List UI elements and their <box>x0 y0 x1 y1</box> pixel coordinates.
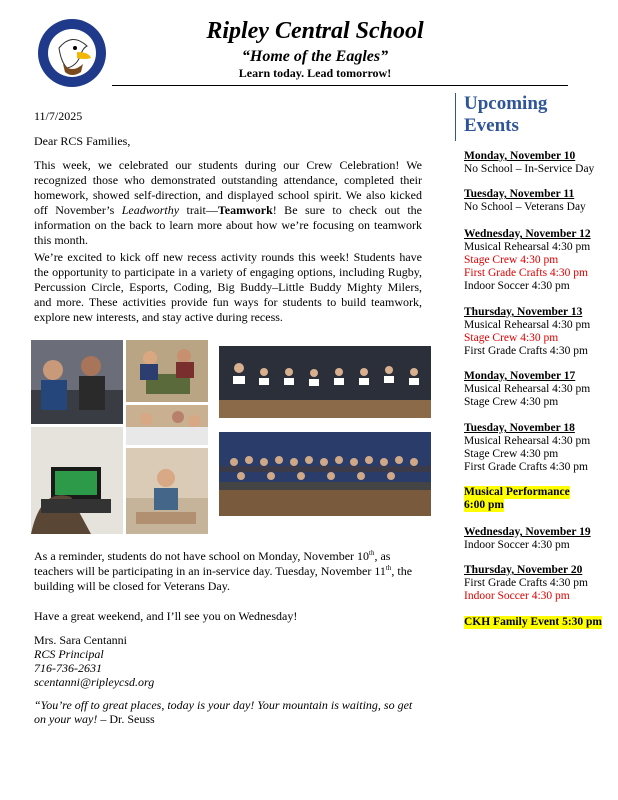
photo-student-coding <box>31 427 123 534</box>
school-slogan: Learn today. Lead tomorrow! <box>238 66 392 80</box>
signature-block <box>34 633 422 689</box>
photo-students-gaming <box>31 340 123 424</box>
teamwork-word: Teamwork <box>217 203 273 217</box>
event-day: Monday, November 10 No School – In-Service Day <box>464 150 595 175</box>
event-highlight-musical: Musical Performance 6:00 pm <box>464 486 570 511</box>
closing-quote: “You’re off to great places, today is your day! Your mountain is waiting, so get on your way! – Dr. Seuss <box>34 698 413 726</box>
upcoming-events-title: Upcoming Events <box>464 93 548 136</box>
event-highlight-ckh: CKH Family Event 5:30 pm <box>464 616 602 628</box>
event-day: Tuesday, November 18 Musical Rehearsal 4:30 pm Stage Crew 4:30 pm First Grade Crafts 4:30 pm <box>464 422 591 473</box>
photo-recess-group-small <box>219 346 431 418</box>
event-day: Wednesday, November 12 Musical Rehearsal 4:30 pm Stage Crew 4:30 pm First Grade Crafts 4:30 pm Indoor Soccer 4:30 pm <box>464 228 591 292</box>
paragraph-no-school-reminder: As a reminder, students do not have school on Monday, November 10th, as teachers will be participating in an in-service day. Tuesday, November 11th, the building will be closed for Veterans Day. <box>34 549 413 593</box>
photo-building-blocks <box>126 448 208 534</box>
letter-date: 11/7/2025 <box>34 109 83 123</box>
school-motto: “Home of the Eagles” <box>241 48 389 65</box>
school-name: Ripley Central School <box>206 18 424 44</box>
photo-floor-game <box>126 340 208 402</box>
event-day: Thursday, November 20 First Grade Crafts 4:30 pm Indoor Soccer 4:30 pm <box>464 564 588 602</box>
principal-name: Mrs. Sara Centanni <box>34 633 127 647</box>
paragraph-recess-activities: We’re excited to kick off new recess activity rounds this week! Students have the opportunity to participate in a variety of engaging options, including Rugby, Percussion Circle, Esports, Coding, Big Buddy–Little Buddy Mighty Milers, and more. These activities provide fun ways for students to build teamwork, explore new interests, and stay active during recess. <box>34 250 422 324</box>
sidebar-accent-bar <box>455 93 456 141</box>
trait-name: Leadworthy <box>121 203 180 217</box>
photo-crew-celebration-large <box>219 432 431 516</box>
event-day: Wednesday, November 19 Indoor Soccer 4:30 pm <box>464 526 591 551</box>
event-day: Monday, November 17 Musical Rehearsal 4:30 pm Stage Crew 4:30 pm <box>464 370 591 408</box>
event-day: Thursday, November 13 Musical Rehearsal 4:30 pm Stage Crew 4:30 pm First Grade Crafts 4:30 pm <box>464 306 591 357</box>
paragraph-crew-celebration: This week, we celebrated our students during our Crew Celebration! We recognized those who demonstrated outstanding attendance, completed their homework, showed self-direction, and displayed school spirit. We also kicked off November’s Leadworthy trait—Teamwork! Be sure to check out the information on the back to learn more about how we’re focusing on teamwork this month. <box>34 158 422 247</box>
principal-email[interactable]: scentanni@ripleycsd.org <box>34 675 155 689</box>
event-day: Tuesday, November 11 No School – Veterans Day <box>464 188 586 213</box>
principal-title: RCS Principal <box>34 647 104 661</box>
header-divider <box>112 85 568 86</box>
letter-greeting: Dear RCS Families, <box>34 134 131 148</box>
photo-tabletop-activity <box>126 405 208 445</box>
principal-phone: 716-736-2631 <box>34 661 102 675</box>
paragraph-closing: Have a great weekend, and I’ll see you on Wednesday! <box>34 609 298 623</box>
school-logo <box>37 18 107 88</box>
